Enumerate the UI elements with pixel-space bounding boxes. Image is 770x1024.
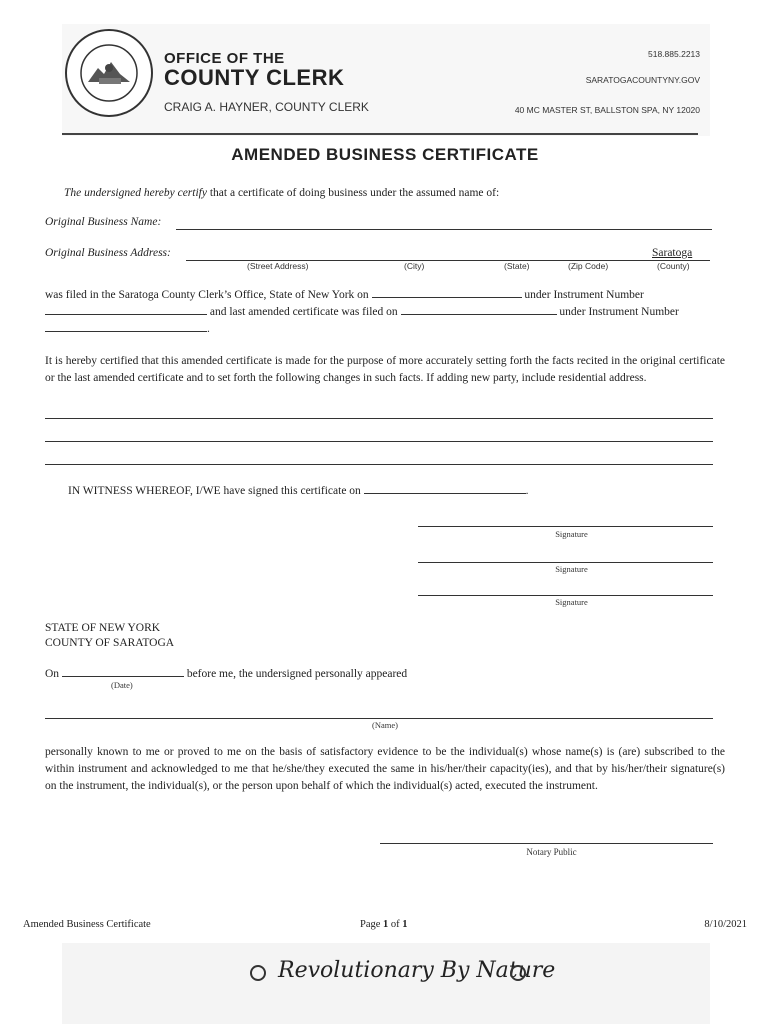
caption-street: (Street Address): [247, 261, 309, 271]
filed-line2: [45, 303, 725, 321]
date-caption: (Date): [111, 680, 133, 690]
office-line2: COUNTY CLERK: [164, 65, 345, 90]
page-title: AMENDED BUSINESS CERTIFICATE: [231, 145, 539, 164]
signature-field-3[interactable]: [418, 581, 713, 596]
witness-period: .: [525, 485, 529, 497]
filed-period: .: [207, 323, 210, 335]
slogan-banner: [62, 943, 710, 1024]
signature-caption-1: Signature: [555, 529, 588, 539]
notary-signature-field[interactable]: [380, 829, 713, 844]
changes-line-3[interactable]: [45, 452, 713, 465]
name-caption: (Name): [372, 720, 398, 730]
office-title: [164, 50, 344, 89]
amended-date-field[interactable]: [401, 303, 557, 315]
page-of: of: [390, 919, 400, 930]
original-address-label: Original Business Address:: [45, 247, 171, 259]
signature-caption-3: Signature: [555, 597, 588, 607]
certify-italic: The undersigned hereby certify: [64, 187, 207, 199]
filed-text1b: under Instrument Number: [524, 289, 644, 301]
appeared-name-field[interactable]: [45, 704, 713, 719]
witness-text: IN WITNESS WHEREOF, I/WE have signed this certificate on: [68, 485, 361, 497]
changes-line-1[interactable]: [45, 406, 713, 419]
acknowledgment-paragraph: personally known to me or proved to me on the basis of satisfactory evidence to be the individual(s) whose name(s) is (are) subscribed to the within instrument and acknowledged to me that he/she/they executed the same in his/her/their capacity(ies), and that by his/her/their signature(s) on the instrument, the individual(s), or the person upon behalf of which the individual(s) acted, executed the instrument.: [45, 746, 725, 792]
footer-doc-name: Amended Business Certificate: [23, 919, 151, 930]
leaf-icon-right: [510, 965, 526, 981]
filed-line1: [45, 286, 725, 304]
leaf-icon-left: [250, 965, 266, 981]
certify-rest: that a certificate of doing business under the assumed name of:: [206, 187, 500, 199]
appeared-line: [45, 665, 407, 683]
original-name-field[interactable]: [176, 215, 712, 230]
county-line: COUNTY OF SARATOGA: [45, 637, 175, 649]
signature-field-2[interactable]: [418, 548, 713, 563]
original-address-field[interactable]: [186, 246, 710, 261]
changes-line-2[interactable]: [45, 429, 713, 442]
instrument-number-field[interactable]: [45, 303, 207, 315]
page-current: 1: [383, 919, 389, 930]
on-label: On: [45, 668, 60, 680]
certify-line: [64, 185, 724, 202]
signature-caption-2: Signature: [555, 564, 588, 574]
filed-line3: [45, 320, 210, 338]
caption-state: (State): [504, 261, 530, 271]
county-seal: [64, 28, 154, 118]
phone: 518.885.2213: [648, 49, 700, 59]
footer-date: 8/10/2021: [704, 919, 747, 930]
clerk-name: CRAIG A. HAYNER, COUNTY CLERK: [164, 100, 369, 114]
office-line1: OFFICE OF THE: [164, 50, 285, 67]
state-line: STATE OF NEW YORK: [45, 622, 161, 634]
filed-text1a: was filed in the Saratoga County Clerk’s Office, State of New York on: [45, 289, 369, 301]
notary-caption: Notary Public: [526, 847, 577, 857]
signature-field-1[interactable]: [418, 512, 713, 527]
original-name-label: Original Business Name:: [45, 216, 162, 228]
appeared-text: before me, the undersigned personally appeared: [186, 668, 408, 680]
website: SARATOGACOUNTYNY.GOV: [585, 75, 700, 85]
caption-city: (City): [404, 261, 425, 271]
page-total: 1: [402, 919, 408, 930]
appeared-date-field[interactable]: [62, 665, 184, 677]
filed-text2a: and last amended certificate was filed on: [209, 306, 398, 318]
footer-page: [360, 919, 408, 930]
slogan-text: Revolutionary By Nature: [278, 958, 556, 983]
caption-zip: (Zip Code): [568, 261, 609, 271]
witness-line: [68, 482, 529, 500]
witness-date-field[interactable]: [364, 482, 526, 494]
certified-paragraph: It is hereby certified that this amended certificate is made for the purpose of more accurately setting forth the facts recited in the original certificate or the last amended certificate and to set forth the following changes in such facts. If adding new party, include residential address.: [45, 355, 725, 384]
address: 40 MC MASTER ST, BALLSTON SPA, NY 12020: [514, 105, 700, 115]
amended-instrument-field[interactable]: [45, 320, 207, 332]
county-value: Saratoga: [652, 247, 693, 259]
filed-text2b: under Instrument Number: [559, 306, 679, 318]
header-divider: [62, 133, 698, 135]
page-label: Page: [360, 919, 381, 930]
filed-date-field[interactable]: [372, 286, 522, 298]
caption-county: (County): [657, 261, 690, 271]
